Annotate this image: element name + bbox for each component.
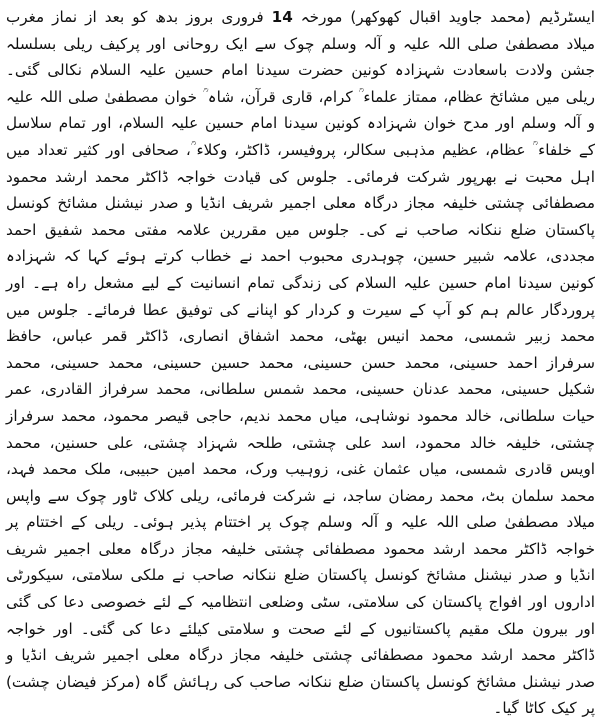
article-main-text: فروری بروز بدھ کو بعد از نماز مغرب میلاد مصطفیٰ صلی اللہ علیہ و آلہ وسلم چوک سے ایک روحانی اور پرکیف ریلی بسلسلہ جشن ولادت باسعادت شہزادہ کونین حضرت سیدنا امام حسین علیہ السلام نکالی گئی۔ ریلی میں مشائخ عظام، ممتاز علماء ؒ کرام، قاری قرآن، شاہ ؒ خوان مصطفیٰ صلی اللہ علیہ و آلہ وسلم اور مدح خوان شہزادہ کونین سیدنا امام حسین علیہ السلام، اور تمام سلاسل کے خلفاء ؒ عظام، عظیم مذہبی سکالر، پروفیسر، ڈاکٹر، وکلاء ؒ، صحافی اور کثیر تعداد میں اہل محبت نے بھرپور شرکت فرمائی۔ جلوس کی قیادت خواجہ ڈاکٹر محمد ارشد محمود مصطفائی چشتی خلیفہ مجاز درگاہ معلی اجمیر شریف انڈیا و صدر نیشنل مشائخ کونسل پاکستان ضلع ننکانہ صاحب نے کی۔ جلوس میں مقررین علامہ مفتی محمد شفیق احمد مجددی، علامہ شبیر حسین، چوہدری محبوب احمد نے خطاب کرتے ہوئے کہا کہ شہزادہ کونین سیدنا امام حسین علیہ السلام کی زندگی تمام انسانیت کے لیے مشعل راہ ہے۔ اور پروردگار عالم ہم کو آپ کے سیرت و کردار کو اپنانے کی توفیق عطا فرمائے۔ جلوس میں محمد زبیر شمسی، محمد انیس بھٹی، محمد اشفاق انصاری، ڈاکٹر قمر عباس، حافظ سرفراز احمد حسینی، محمد حسن حسینی، محمد حسین حسینی، محمد حسینی، محمد شکیل حسینی، محمد عدنان حسینی، محمد شمس سلطانی، محمد سرفراز القادری، عمر حیات سلطانی، خالد محمود نوشاہی، میاں محمد ندیم، حاجی قیصر محمود، محمد سرفراز چشتی، خلیفہ خالد محمود، اسد علی چشتی، طلحہ شہزاد چشتی، علی حسنین، محمد اویس قادری شمسی، میاں عثمان غنی، زوہیب ورک، محمد امین حبیبی، ملک محمد فہد، محمد سلمان بٹ، محمد رمضان ساجد، نے شرکت فرمائی، ریلی کلاک ٹاور چوک سے واپس میلاد مصطفیٰ صلی اللہ علیہ و آلہ وسلم چوک پر اختتام پذیر ہوئی۔ ریلی کے اختتام پر خواجہ ڈاکٹر محمد ارشد محمود مصطفائی چشتی خلیفہ مجاز درگاہ معلی اجمیر شریف انڈیا و صدر نیشنل مشائخ کونسل پاکستان ضلع ننکانہ صاحب نے ملکی سلامتی، سیکورٹی اداروں اور افواج پاکستان کی سلامتی، سٹی وضلعی انتظامیہ کے لئے خصوصی دعا کی گئی اور بیرون ملک مقیم پاکستانیوں کے لئے صحت و سلامتی کیلئے دعا کی گئی۔ اور خواجہ ڈاکٹر محمد ارشد محمود مصطفائی چشتی خلیفہ مجاز درگاہ معلی اجمیر شریف انڈیا و صدر نیشنل مشائخ کونسل پاکستان ضلع ننکانہ صاحب کی رہائش گاہ (مرکز فیضان چشت) پر کیک کاٹا گیا۔ <box>6 8 595 718</box>
article-body <box>6 4 595 722</box>
article-intro-text: ایسٹرڈیم (محمد جاوید اقبال کھوکھر) مورخہ <box>292 8 595 26</box>
article-date-number: 14 <box>271 8 293 26</box>
